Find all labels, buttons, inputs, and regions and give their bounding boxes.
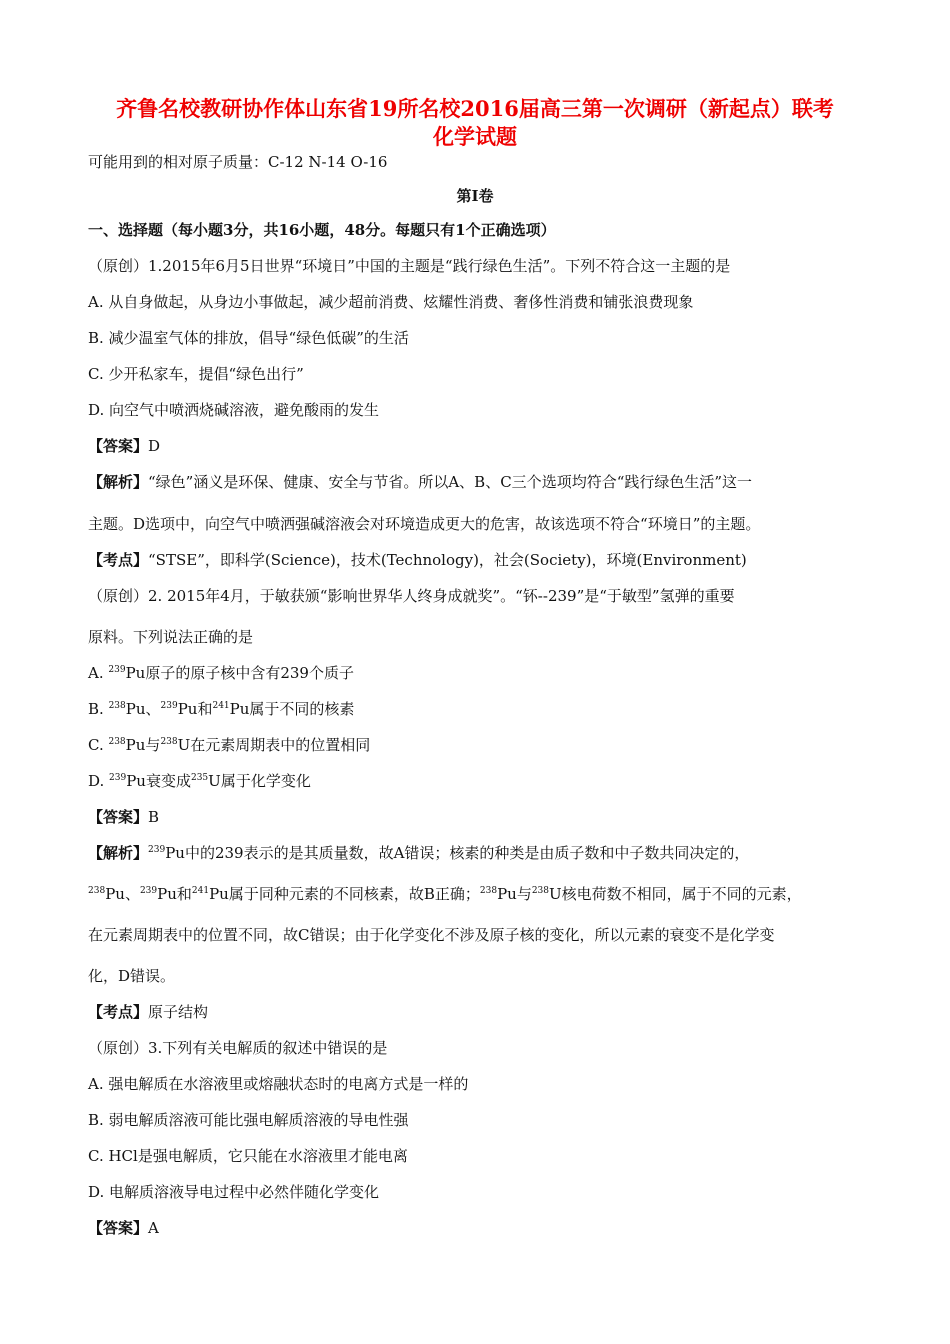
q3-option-a: A. 强电解质在水溶液里或熔融状态时的电离方式是一样的: [88, 1075, 469, 1093]
mass-number: 241: [191, 886, 210, 896]
analysis-text: Pu中的239表示的是其质量数，故A错误；核素的种类是由质子数和中子数共同决定的，: [165, 844, 750, 862]
q2-option-b: [88, 699, 890, 719]
option-label: C.: [88, 736, 109, 754]
mass-number: 239: [148, 845, 166, 855]
q3-answer: [88, 1218, 890, 1238]
q2-analysis-line-3: 在元素周期表中的位置不同，故C错误；由于化学变化不涉及原子核的变化，所以元素的衰变不是化学变: [88, 926, 775, 944]
q2-option-d: [88, 771, 890, 791]
mass-number: 241: [212, 701, 230, 711]
option-label: B.: [88, 700, 109, 718]
analysis-text: Pu和: [157, 885, 192, 903]
q1-point: [88, 550, 890, 570]
q1-stem: （原创）1.2015年6月5日世界“环境日”中国的主题是“践行绿色生活”。下列不符合这一主题的是: [88, 257, 731, 275]
analysis-text: Pu与: [497, 885, 532, 903]
q2-analysis-line-1: [88, 843, 890, 863]
mass-number: 238: [88, 886, 106, 896]
q2-analysis-line-4: 化，D错误。: [88, 967, 176, 985]
option-label: A.: [88, 664, 109, 682]
q2-answer: [88, 807, 890, 827]
q3-stem: （原创）3.下列有关电解质的叙述中错误的是: [88, 1039, 388, 1057]
q2-analysis-line-2: [88, 884, 890, 904]
option-text: Pu属于不同的核素: [229, 700, 355, 718]
answer-tag: 【答案】: [88, 437, 149, 455]
mass-number: 235: [190, 773, 209, 783]
q1-option-d: D. 向空气中喷洒烧碱溶液，避免酸雨的发生: [88, 401, 380, 419]
analysis-text: Pu属于同种元素的不同核素，故B正确；: [209, 885, 480, 903]
option-text: Pu衰变成: [126, 772, 191, 790]
option-text: U在元素周期表中的位置相同: [177, 736, 371, 754]
answer-value: B: [148, 808, 160, 826]
answer-value: D: [148, 437, 161, 455]
option-text: Pu原子的原子核中含有239个质子: [125, 664, 354, 682]
answer-tag: 【答案】: [88, 1219, 149, 1237]
q1-analysis-line-2: 主题。D选项中，向空气中喷洒强碱溶液会对环境造成更大的危害，故该选项不符合“环境日”的主题。: [88, 515, 761, 533]
q2-stem-line-2: 原料。下列说法正确的是: [88, 628, 254, 646]
q2-option-c: [88, 735, 890, 755]
mass-number: 238: [108, 701, 126, 711]
atomic-mass-note: 可能用到的相对原子质量：C-12 N-14 O-16: [88, 153, 388, 171]
volume-heading: 第Ⅰ卷: [456, 187, 494, 205]
point-tag: 【考点】: [88, 1003, 149, 1021]
mass-number: 238: [531, 886, 550, 896]
q1-answer: [88, 436, 890, 456]
option-text: Pu与: [125, 736, 161, 754]
mass-number: 239: [108, 665, 126, 675]
mass-number: 238: [479, 886, 498, 896]
analysis-text: “绿色”涵义是环保、健康、安全与节省。所以A、B、C三个选项均符合“践行绿色生活”这一: [148, 473, 753, 491]
mass-number: 239: [160, 701, 178, 711]
point-text: “STSE”，即科学(Science)，技术(Technology)，社会(Society)，环境(Environment): [148, 551, 747, 569]
analysis-tag: 【解析】: [88, 473, 149, 491]
analysis-text: U核电荷数不相同，属于不同的元素，: [549, 885, 802, 903]
q2-stem-line-1: （原创）2. 2015年4月，于敏获颁“影响世界华人终身成就奖”。“钚--239”是“于敏型”氢弹的重要: [88, 587, 735, 605]
q3-option-d: D. 电解质溶液导电过程中必然伴随化学变化: [88, 1183, 380, 1201]
q2-point: [88, 1002, 890, 1022]
mass-number: 238: [108, 737, 126, 747]
section-heading: 一、选择题（每小题3分，共16小题，48分。每题只有1个正确选项）: [88, 221, 556, 239]
title-line-2: 化学试题: [433, 124, 517, 149]
q3-option-c: C. HCl是强电解质，它只能在水溶液里才能电离: [88, 1147, 408, 1165]
answer-value: A: [148, 1219, 159, 1237]
option-text: Pu和: [177, 700, 213, 718]
answer-tag: 【答案】: [88, 808, 149, 826]
analysis-tag: 【解析】: [88, 844, 149, 862]
mass-number: 239: [109, 773, 127, 783]
q2-option-a: [88, 663, 890, 683]
title-line-1: 齐鲁名校教研协作体山东省19所名校2016届高三第一次调研（新起点）联考: [116, 96, 834, 121]
q1-option-c: C. 少开私家车，提倡“绿色出行”: [88, 365, 304, 383]
point-text: 原子结构: [148, 1003, 209, 1021]
mass-number: 239: [139, 886, 158, 896]
q3-option-b: B. 弱电解质溶液可能比强电解质溶液的导电性强: [88, 1111, 409, 1129]
analysis-text: Pu、: [105, 885, 140, 903]
option-label: D.: [88, 772, 110, 790]
point-tag: 【考点】: [88, 551, 149, 569]
q1-option-b: B. 减少温室气体的排放，倡导“绿色低碳”的生活: [88, 329, 409, 347]
option-text: Pu、: [125, 700, 161, 718]
q1-analysis-line-1: [88, 472, 890, 492]
q1-option-a: A. 从自身做起，从身边小事做起，减少超前消费、炫耀性消费、奢侈性消费和铺张浪费现象: [88, 293, 694, 311]
mass-number: 238: [160, 737, 178, 747]
option-text: U属于化学变化: [208, 772, 311, 790]
